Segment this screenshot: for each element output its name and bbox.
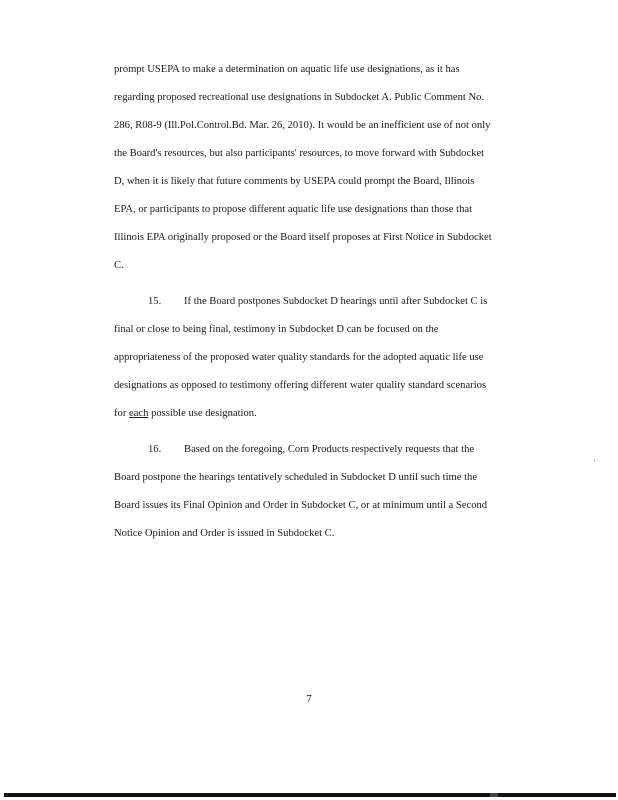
text-line: prompt USEPA to make a determination on aquatic life use designations, as it has	[114, 64, 460, 75]
text-line: D, when it is likely that future comments by USEPA could prompt the Board, Illinois	[114, 176, 475, 187]
scan-speck	[594, 460, 595, 461]
text-line: Notice Opinion and Order is issued in Subdocket C.	[114, 528, 335, 539]
paragraph-15	[114, 288, 546, 428]
intro-paragraph	[114, 56, 546, 280]
text-segment: Based on the foregoing, Corn Products respectively requests that the	[184, 444, 475, 455]
text-line: designations as opposed to testimony offering different water quality standard scenarios	[114, 380, 487, 391]
page-number: 7	[306, 693, 312, 705]
text-segment: for	[114, 408, 130, 419]
text-line: the Board's resources, but also participants' resources, to move forward with Subdocket	[114, 148, 485, 159]
text-line: 286, R08-9 (Ill.Pol.Control.Bd. Mar. 26, 2010). It would be an inefficient use of not only	[114, 120, 491, 131]
text-line: Illinois EPA originally proposed or the Board itself proposes at First Notice in Subdocket	[114, 232, 492, 243]
scan-edge-bar	[4, 793, 616, 797]
text-line	[114, 400, 546, 428]
text-line: regarding proposed recreational use designations in Subdocket A. Public Comment No.	[114, 92, 485, 103]
text-segment: If the Board postpones Subdocket D hearings until after Subdocket C is	[184, 296, 488, 307]
paragraph-spacer	[114, 428, 546, 436]
text-line: final or close to being final, testimony in Subdocket D can be focused on the	[114, 324, 439, 335]
paragraph-number: 16.	[148, 444, 162, 455]
text-line: EPA, or participants to propose different aquatic life use designations than those that	[114, 204, 473, 215]
text-line: appropriateness of the proposed water quality standards for the adopted aquatic life use	[114, 352, 484, 363]
text-line: C.	[114, 260, 124, 271]
paragraph-spacer	[114, 280, 546, 288]
text-line: Board issues its Final Opinion and Order in Subdocket C, or at minimum until a Second	[114, 500, 488, 511]
paragraph-first-line	[114, 436, 546, 464]
paragraph-first-line	[114, 288, 546, 316]
text-line: Board postpone the hearings tentatively scheduled in Subdocket D until such time the	[114, 472, 478, 483]
paragraph-16	[114, 436, 546, 548]
text-segment: possible use designation.	[148, 408, 257, 419]
scan-edge-mark	[490, 793, 498, 797]
underlined-word: each	[129, 408, 149, 419]
document-body	[114, 56, 546, 548]
paragraph-number: 15.	[148, 296, 162, 307]
